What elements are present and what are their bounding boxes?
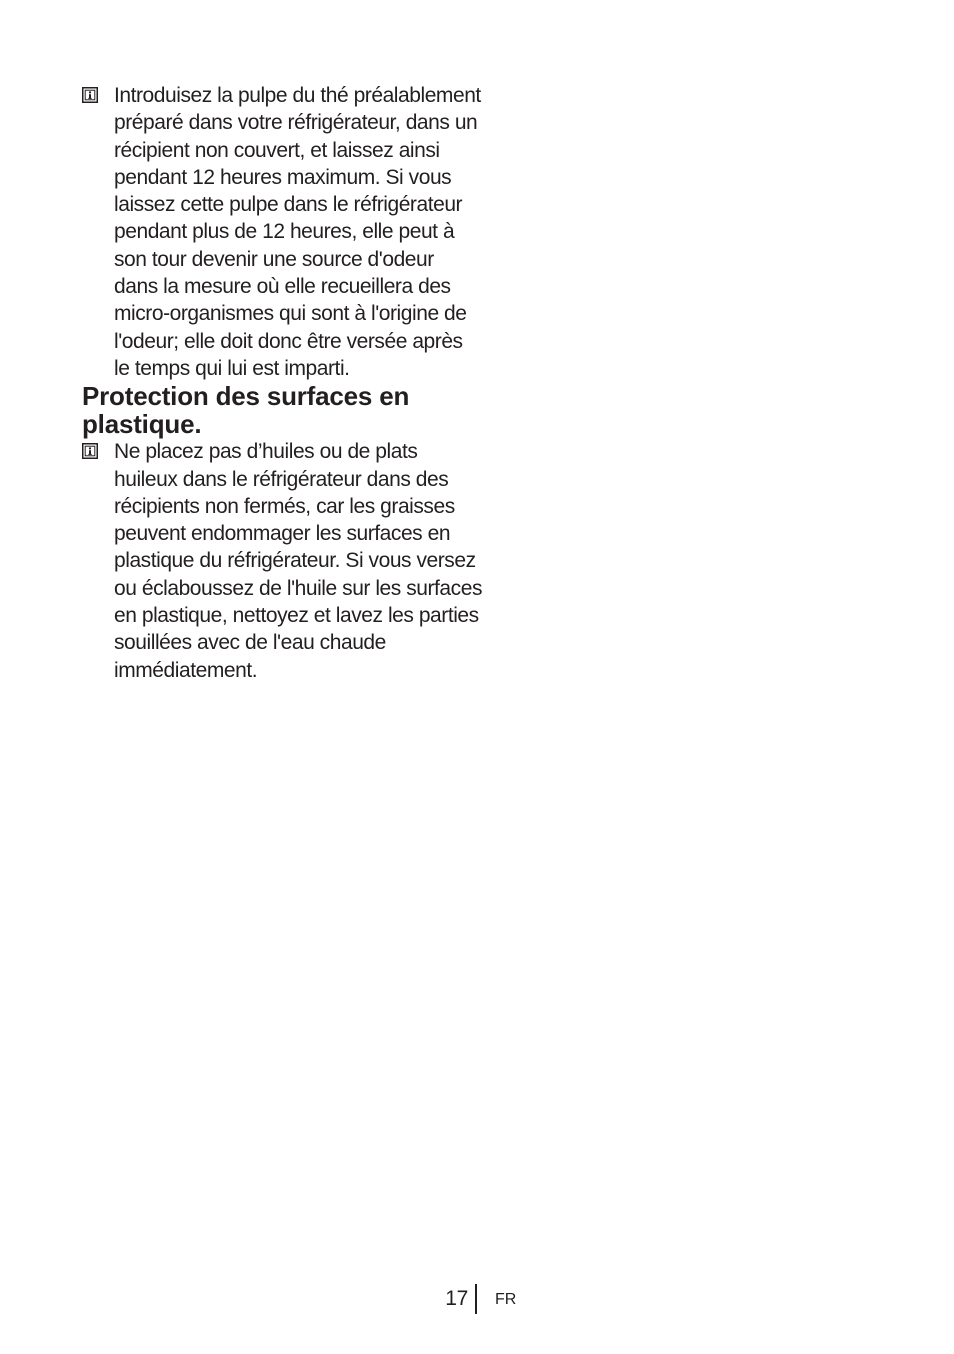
language-code: FR xyxy=(495,1291,517,1308)
page-footer xyxy=(0,1284,954,1316)
note-text: Ne placez pas d’huiles ou de plats huileux dans le réfrigérateur dans des récipients non fermés, car les graisses peuvent endommager les surfaces en plastique du réfrigérateur. Si vous versez ou éclaboussez de l'huile sur les surfaces en plastique, nettoyez et lavez les parties souillées avec de l'eau chaude immédiatement. xyxy=(114,440,482,682)
info-icon xyxy=(82,443,98,459)
main-column xyxy=(82,82,482,684)
page-number: 17 xyxy=(445,1287,468,1310)
info-note-oils xyxy=(82,438,482,684)
footer-divider xyxy=(475,1284,477,1314)
note-text: Introduisez la pulpe du thé préalablement préparé dans votre réfrigérateur, dans un récipient non couvert, et laissez ainsi pendant 12 heures maximum. Si vous laissez cette pulpe dans le réfrigérateur pendant plus de 12 heures, elle peut à son tour devenir une source d'odeur dans la mesure où elle recueillera des micro-organismes qui sont à l'origine de l'odeur; elle doit donc être versée après le temps qui lui est imparti. xyxy=(114,84,481,380)
info-note-tea-pulp xyxy=(82,82,482,382)
info-icon xyxy=(82,87,98,103)
section-heading: Protection des surfaces en plastique. xyxy=(82,381,410,440)
